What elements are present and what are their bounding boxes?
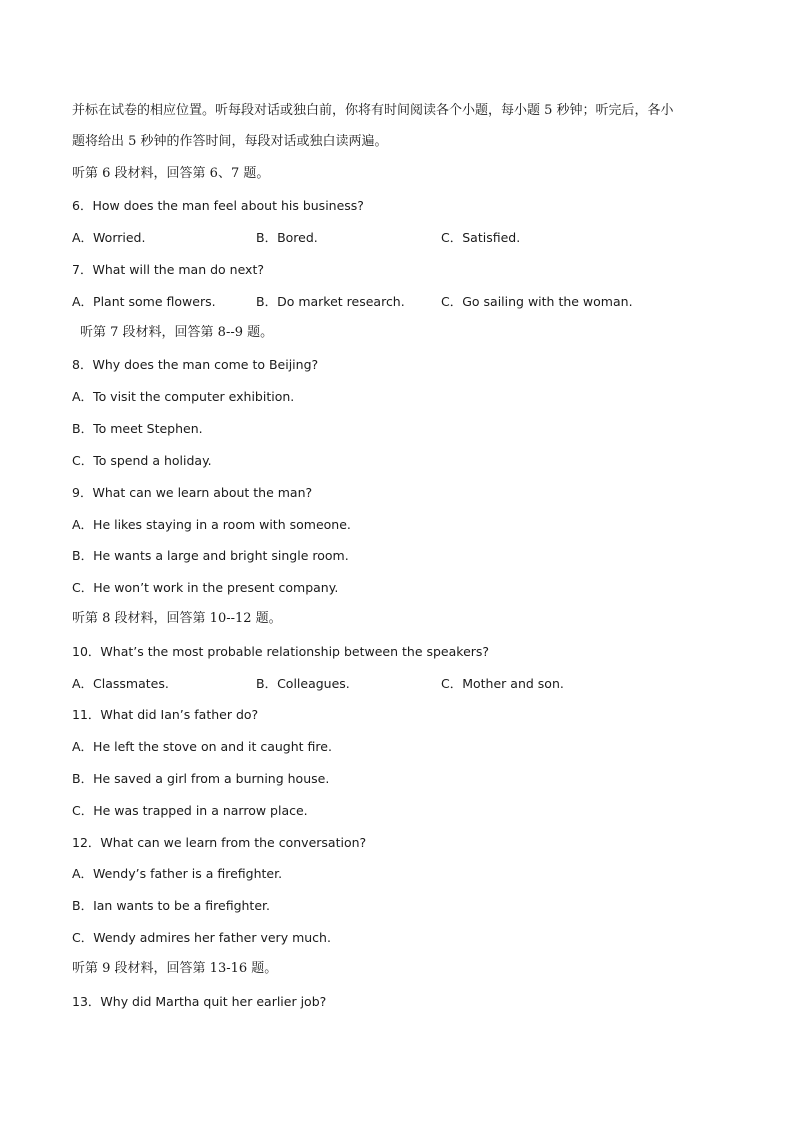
question-8-option-b: B．To meet Stephen.	[72, 421, 203, 436]
instructions-line-2: 题将给出 5 秒钟的作答时间，每段对话或独白读两遍。	[72, 134, 388, 149]
question-7-stem: 7．What will the man do next?	[72, 262, 264, 277]
instructions-line-1: 并标在试卷的相应位置。听每段对话或独白前，你将有时间阅读各个小题，每小题 5 秒钟；听完后，各小	[72, 103, 674, 118]
question-10-stem: 10．What’s the most probable relationship between the speakers?	[72, 644, 490, 659]
question-9-option-a: A．He likes staying in a room with someone.	[72, 517, 351, 532]
question-7-option-c: C．Go sailing with the woman.	[441, 294, 633, 309]
question-11-option-c: C．He was trapped in a narrow place.	[72, 803, 308, 818]
question-12-option-b: B．Ian wants to be a firefighter.	[72, 898, 270, 913]
question-8-option-a: A．To visit the computer exhibition.	[72, 389, 295, 404]
question-6-option-c: C．Satisfied.	[441, 230, 521, 245]
question-10-option-a: A．Classmates.	[72, 676, 169, 691]
question-9-option-c: C．He won’t work in the present company.	[72, 580, 339, 595]
question-8-stem: 8．Why does the man come to Beijing?	[72, 357, 319, 372]
question-13-stem: 13．Why did Martha quit her earlier job?	[72, 994, 327, 1009]
question-9-stem: 9．What can we learn about the man?	[72, 485, 313, 500]
question-7-option-a: A．Plant some flowers.	[72, 294, 216, 309]
section-heading-7: 听第 7 段材料，回答第 8--9 题。	[80, 325, 274, 340]
question-6-option-a: A．Worried.	[72, 230, 146, 245]
question-12-option-a: A．Wendy’s father is a firefighter.	[72, 866, 283, 881]
question-11-option-b: B．He saved a girl from a burning house.	[72, 771, 330, 786]
question-10-option-c: C．Mother and son.	[441, 676, 564, 691]
question-12-option-c: C．Wendy admires her father very much.	[72, 930, 331, 945]
question-7-option-b: B．Do market research.	[256, 294, 405, 309]
section-heading-9: 听第 9 段材料，回答第 13-16 题。	[72, 961, 278, 976]
question-6-option-b: B．Bored.	[256, 230, 318, 245]
question-12-stem: 12．What can we learn from the conversation?	[72, 835, 367, 850]
question-10-option-b: B．Colleagues.	[256, 676, 350, 691]
question-9-option-b: B．He wants a large and bright single room.	[72, 548, 349, 563]
question-8-option-c: C．To spend a holiday.	[72, 453, 212, 468]
question-6-stem: 6．How does the man feel about his business?	[72, 198, 364, 213]
question-11-stem: 11．What did Ian’s father do?	[72, 707, 259, 722]
section-heading-8: 听第 8 段材料，回答第 10--12 题。	[72, 611, 282, 626]
section-heading-6: 听第 6 段材料，回答第 6、7 题。	[72, 166, 270, 181]
question-11-option-a: A．He left the stove on and it caught fire.	[72, 739, 332, 754]
